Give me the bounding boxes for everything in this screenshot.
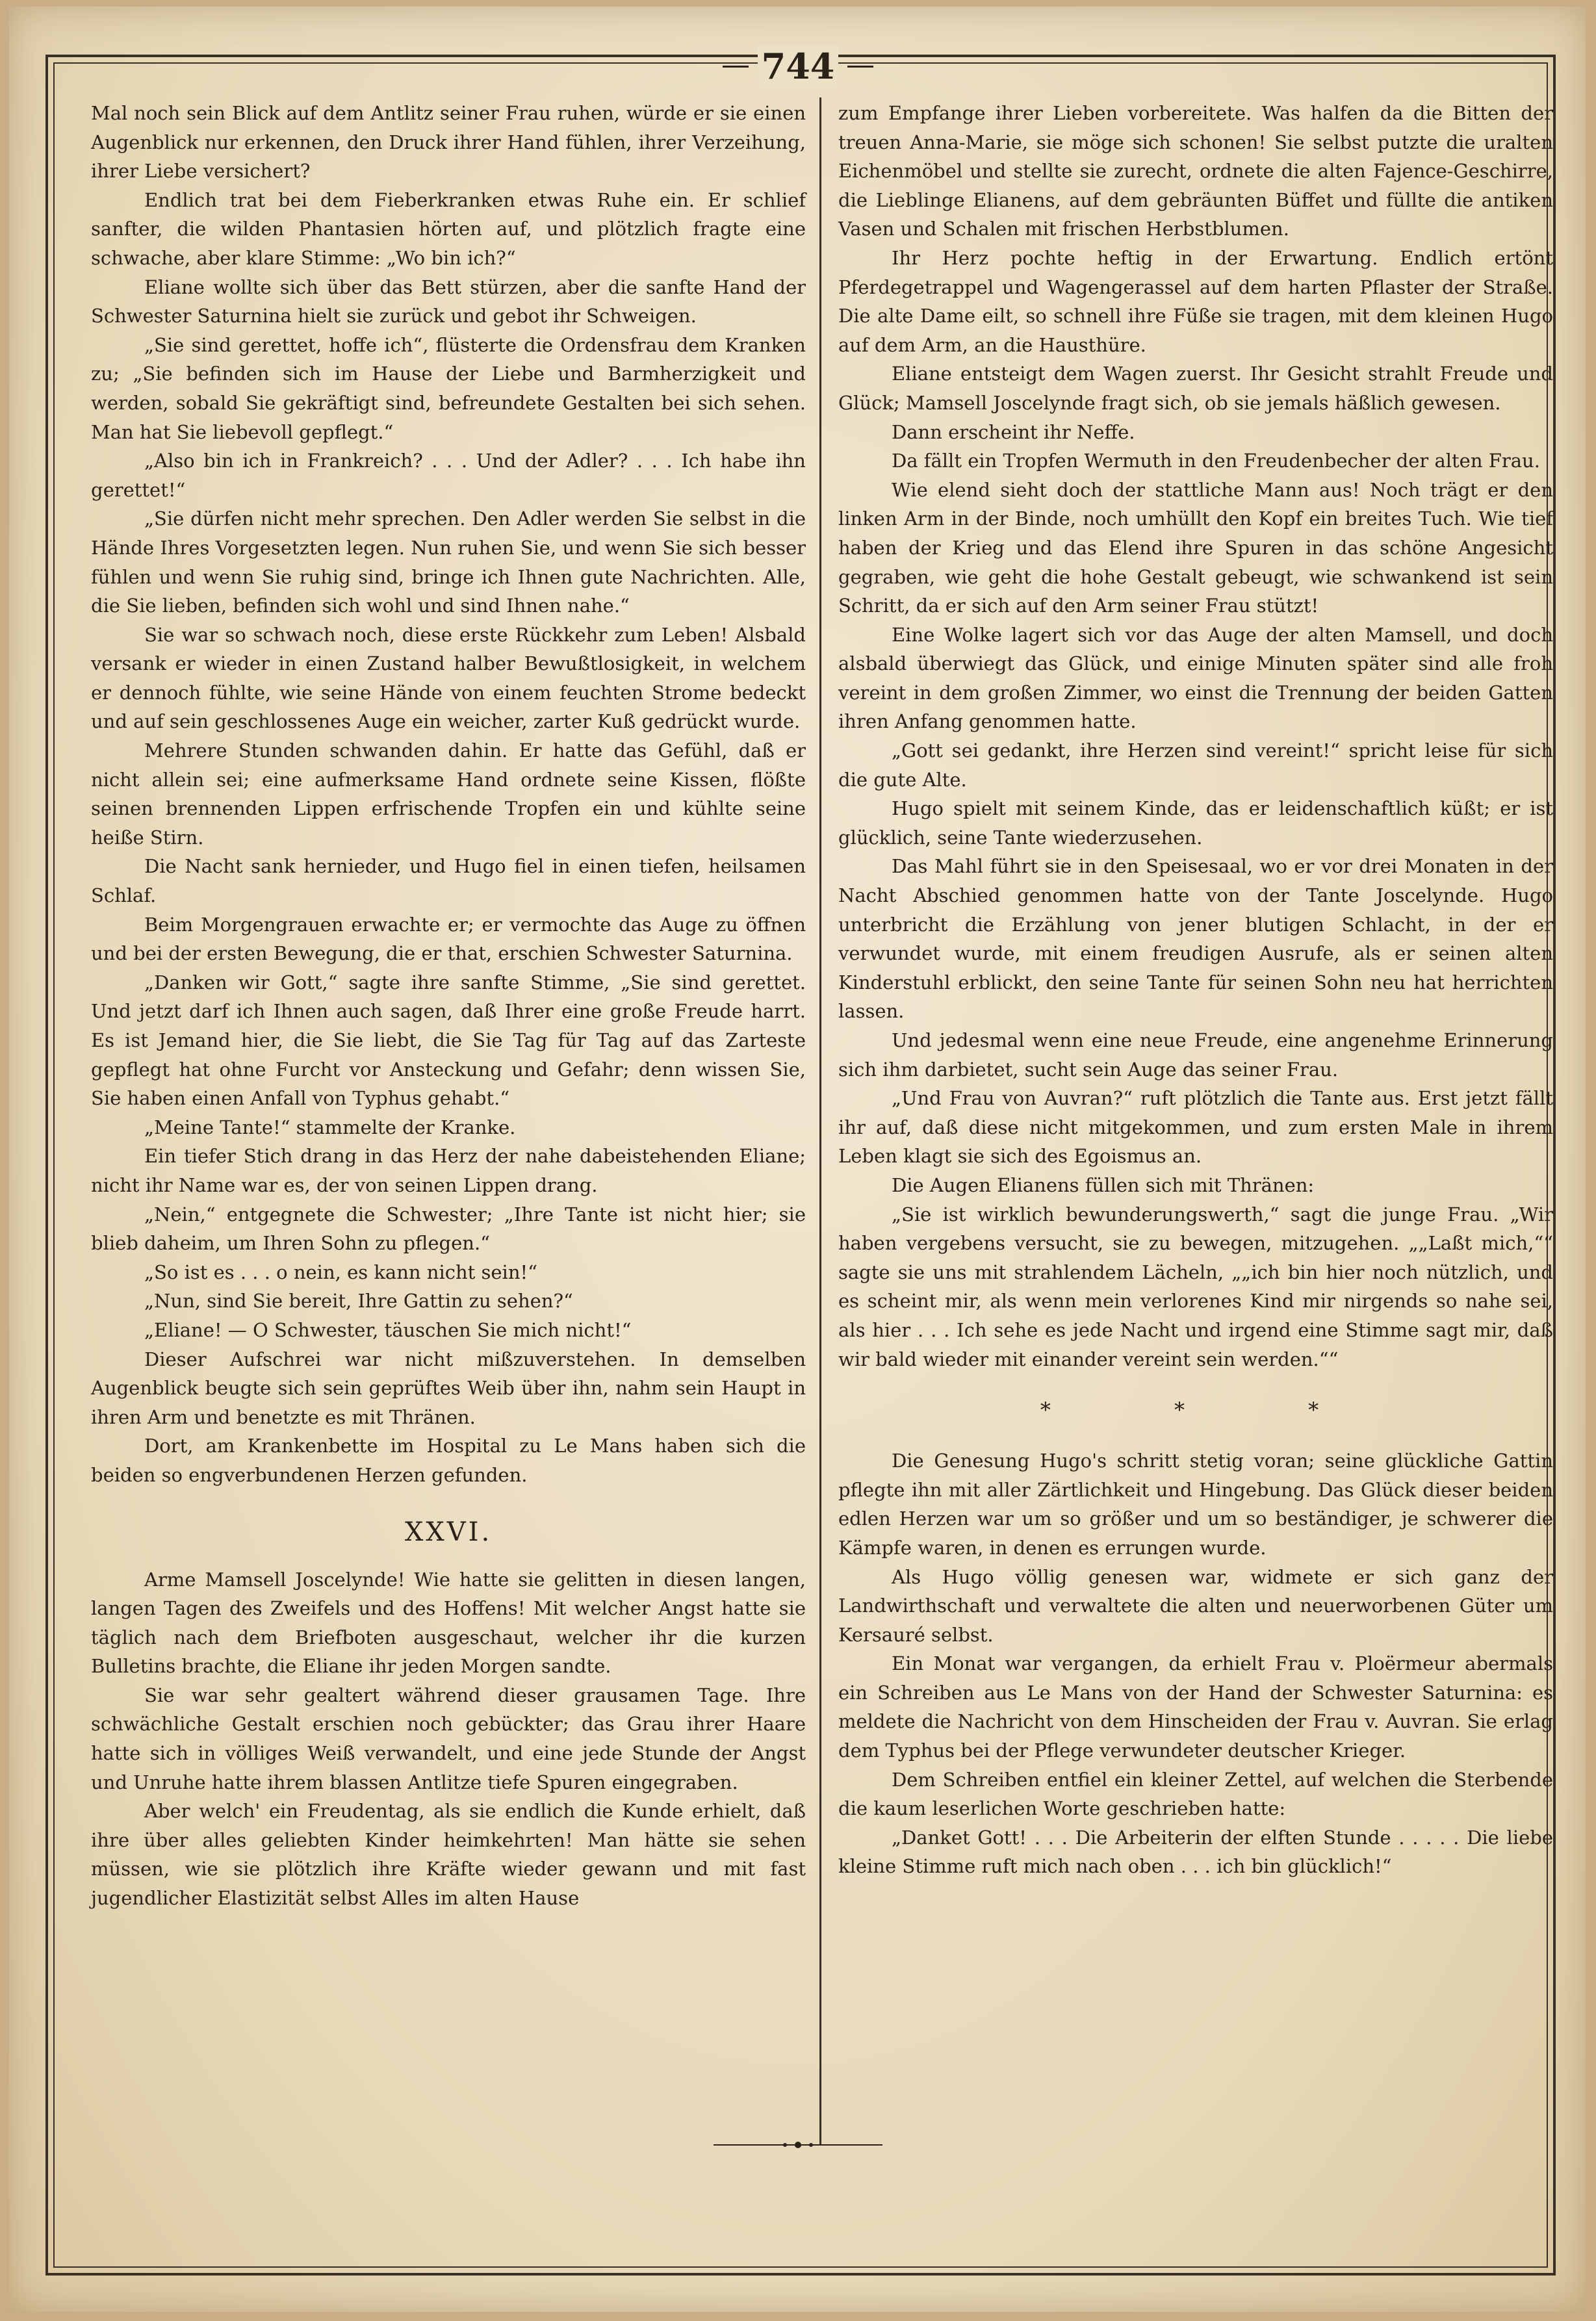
header-dash-right: [847, 66, 873, 68]
paragraph: „Sie ist wirklich bewunderungswerth,“ sagt die junge Frau. „Wir haben vergebens versucht, sie zu bewegen, mitzugehen. „„Laßt mich,““ sagte sie uns mit strahlendem Lächeln, „„ich bin hier noch nützlich, und es scheint mir, als wenn mein verlorenes Kind mir nirgends so nahe sei, als hier . . . Ich sehe es jede Nacht und irgend eine Stimme sagt mir, daß wir bald wieder mit einander vereint sein werden.““: [838, 1203, 1553, 1370]
paragraph: Mal noch sein Blick auf dem Antlitz seiner Frau ruhen, würde er sie einen Augenblick nur erkennen, den Druck ihrer Hand fühlen, ihrer Verzeihung, ihrer Liebe versichert?: [91, 102, 806, 183]
paragraph: Dort, am Krankenbette im Hospital zu Le Mans haben sich die beiden so engverbundenen Herzen gefunden.: [91, 1435, 806, 1486]
chapter-heading: XXVI.: [404, 1517, 493, 1547]
paragraph: Da fällt ein Tropfen Wermuth in den Freudenbecher der alten Frau.: [892, 450, 1540, 472]
section-separator: * * *: [1040, 1398, 1378, 1423]
page-header: [0, 47, 1596, 86]
paragraph: Ein Monat war vergangen, da erhielt Frau v. Ploërmeur abermals ein Schreiben aus Le Mans von der Hand der Schwester Saturnina: es meldete die Nachricht von dem Hinscheiden der Frau v. Auvran. Sie erlag dem Typhus bei der Pflege verwundeter deutscher Krieger.: [838, 1652, 1553, 1762]
paragraph: Als Hugo völlig genesen war, widmete er sich ganz der Landwirthschaft und verwaltete die alten und neuerworbenen Güter um Kersauré selbst.: [838, 1565, 1553, 1646]
page-number: 744: [758, 45, 839, 87]
paragraph: „Sie sind gerettet, hoffe ich“, flüsterte die Ordensfrau dem Kranken zu; „Sie befinden sich im Hause der Liebe und Barmherzigkeit und werden, sobald Sie gekräftigt sind, befreundete Gestalten bei sich sehen. Man hat Sie liebevoll gepflegt.“: [91, 333, 806, 443]
paragraph: zum Empfange ihrer Lieben vorbereitete. Was halfen da die Bitten der treuen Anna-Marie, sie möge sich schonen! Sie selbst putzte die uralten Eichenmöbel und stellte sie zurecht, ordnete die alten Fajence-Geschirre, die Lieblinge Elianens, auf dem gebräunten Büffet und füllte die antiken Vasen und Schalen mit frischen Herbstblumen.: [838, 102, 1553, 240]
paragraph: Eliane wollte sich über das Bett stürzen, aber die sanfte Hand der Schwester Saturnina hielt sie zurück und gebot ihr Schweigen.: [91, 276, 806, 327]
paragraph: Eliane entsteigt dem Wagen zuerst. Ihr Gesicht strahlt Freude und Glück; Mamsell Joscelynde fragt sich, ob sie jemals häßlich gewesen.: [838, 363, 1553, 414]
paragraph: Beim Morgengrauen erwachte er; er vermochte das Auge zu öffnen und bei der ersten Bewegung, die er that, erschien Schwester Saturnina.: [91, 913, 806, 965]
paragraph: Aber welch' ein Freudentag, als sie endlich die Kunde erhielt, daß ihre über alles geliebten Kinder heimkehrten! Man hätte sie sehen müssen, wie sie plötzlich ihre Kräfte wieder gewann und mit fast jugendlicher Elastizität selbst Alles im alten Hause: [91, 1800, 806, 1910]
paragraph: Das Mahl führt sie in den Speisesaal, wo er vor drei Monaten in der Nacht Abschied genommen hatte von der Tante Joscelynde. Hugo unterbricht die Erzählung von jener blutigen Schlacht, in der er verwundet wurde, mit einem freudigen Ausrufe, als er seinen alten Kinderstuhl erblickt, den seine Tante für seinen Sohn neu hat herrichten lassen.: [838, 855, 1553, 1023]
paragraph: Arme Mamsell Joscelynde! Wie hatte sie gelitten in diesen langen, langen Tagen des Zweifels und des Hoffens! Mit welcher Angst hatte sie täglich nach dem Briefboten ausgeschaut, welcher ihr die kurzen Bulletins brachte, die Eliane ihr jeden Morgen sandte.: [91, 1568, 806, 1678]
ornament-line-icon: [714, 2138, 882, 2151]
right-column: [838, 99, 1553, 1881]
paragraph: Wie elend sieht doch der stattliche Mann aus! Noch trägt er den linken Arm in der Binde, noch umhüllt den Kopf ein breites Tuch. Wie tief haben der Krieg und das Elend ihre Spuren in das schöne Angesicht gegraben, wie geht die hohe Gestalt gebeugt, wie schwankend ist sein Schritt, da er sich auf den Arm seiner Frau stützt!: [838, 478, 1553, 617]
column-divider: [819, 97, 821, 2144]
paragraph: Eine Wolke lagert sich vor das Auge der alten Mamsell, und doch alsbald überwiegt das Glück, und einige Minuten später sind alle froh vereint in dem großen Zimmer, wo einst die Trennung der beiden Gatten ihren Anfang genommen hatte.: [838, 623, 1553, 733]
paragraph: Und jedesmal wenn eine neue Freude, eine angenehme Erinnerung sich ihm darbietet, sucht sein Auge das seiner Frau.: [838, 1029, 1553, 1081]
paragraph: „Und Frau von Auvran?“ ruft plötzlich die Tante aus. Erst jetzt fällt ihr auf, daß diese nicht mitgekommen, und zum ersten Male in ihrem Leben klagt sie sich des Egoismus an.: [838, 1087, 1553, 1168]
paragraph: Sie war sehr gealtert während dieser grausamen Tage. Ihre schwächliche Gestalt erschien noch gebückter; das Grau ihrer Haare hatte sich in völliges Weiß verwandelt, und eine jede Stunde der Angst und Unruhe hatte ihrem blassen Antlitze tiefe Spuren eingegraben.: [91, 1684, 806, 1793]
paragraph: „Sie dürfen nicht mehr sprechen. Den Adler werden Sie selbst in die Hände Ihres Vorgesetzten legen. Nun ruhen Sie, und wenn Sie sich besser fühlen und wenn Sie ruhig sind, bringe ich Ihnen gute Nachrichten. Alle, die Sie lieben, befinden sich wohl und sind Ihnen nahe.“: [91, 507, 806, 617]
paragraph: Dann erscheint ihr Neffe.: [892, 420, 1135, 443]
header-dash-left: [723, 66, 749, 68]
paragraph: Dieser Aufschrei war nicht mißzuverstehen. In demselben Augenblick beugte sich sein geprüftes Weib über ihn, nahm sein Haupt in ihren Arm und benetzte es mit Thränen.: [91, 1348, 806, 1428]
paragraph: Die Genesung Hugo's schritt stetig voran; seine glückliche Gattin pflegte ihn mit aller Zärtlichkeit und Hingebung. Das Glück dieser beiden edlen Herzen war um so größer und um so beständiger, je schwerer die Kämpfe waren, in denen es errungen wurde.: [838, 1450, 1553, 1559]
paragraph: „Also bin ich in Frankreich? . . . Und der Adler? . . . Ich habe ihn gerettet!“: [91, 450, 806, 501]
paragraph: „Gott sei gedankt, ihre Herzen sind vereint!“ spricht leise für sich die gute Alte.: [838, 739, 1553, 791]
left-column: [91, 99, 806, 1913]
paragraph: „Danken wir Gott,“ sagte ihre sanfte Stimme, „Sie sind gerettet. Und jetzt darf ich Ihnen auch sagen, daß Ihrer eine große Freude harrt. Es ist Jemand hier, die Sie liebt, die Sie Tag für Tag auf das Zarteste gepflegt hat ohne Furcht vor Ansteckung und Gefahr; denn wissen Sie, Sie haben einen Anfall von Typhus gehabt.“: [91, 971, 806, 1110]
paragraph: Endlich trat bei dem Fieberkranken etwas Ruhe ein. Er schlief sanfter, die wilden Phantasien hörten auf, und plötzlich fragte eine schwache, aber klare Stimme: „Wo bin ich?“: [91, 188, 806, 269]
paragraph: „Nein,“ entgegnete die Schwester; „Ihre Tante ist nicht hier; sie blieb daheim, um Ihren Sohn zu pflegen.“: [91, 1203, 806, 1255]
paragraph: Ein tiefer Stich drang in das Herz der nahe dabeistehenden Eliane; nicht ihr Name war es, der von seinen Lippen drang.: [91, 1145, 806, 1196]
paragraph: „So ist es . . . o nein, es kann nicht sein!“: [144, 1261, 537, 1283]
paragraph: Dem Schreiben entfiel ein kleiner Zettel, auf welchen die Sterbende die kaum leserlichen Worte geschrieben hatte:: [838, 1768, 1553, 1820]
paragraph: „Danket Gott! . . . Die Arbeiterin der elften Stunde . . . . . Die liebe kleine Stimme ruft mich nach oben . . . ich bin glücklich!“: [838, 1826, 1553, 1878]
paragraph: Hugo spielt mit seinem Kinde, das er leidenschaftlich küßt; er ist glücklich, seine Tante wiederzusehen.: [838, 797, 1553, 849]
paragraph: Ihr Herz pochte heftig in der Erwartung. Endlich ertönt Pferdegetrappel und Wagengerassel auf dem harten Pflaster der Straße. Die alte Dame eilt, so schnell ihre Füße sie tragen, mit dem kleinen Hugo auf dem Arm, an die Hausthüre.: [838, 246, 1553, 356]
paragraph: Die Nacht sank hernieder, und Hugo fiel in einen tiefen, heilsamen Schlaf.: [91, 855, 806, 907]
paragraph: Die Augen Elianens füllen sich mit Thränen:: [892, 1173, 1315, 1196]
paragraph: „Meine Tante!“ stammelte der Kranke.: [144, 1116, 516, 1138]
end-ornament: [0, 2135, 1596, 2155]
paragraph: „Eliane! — O Schwester, täuschen Sie mich nicht!“: [144, 1318, 632, 1341]
paragraph: Mehrere Stunden schwanden dahin. Er hatte das Gefühl, daß er nicht allein sei; eine aufmerksame Hand ordnete seine Kissen, flößte seinen brennenden Lippen erfrischende Tropfen ein und kühlte seine heiße Stirn.: [91, 739, 806, 849]
paragraph: „Nun, sind Sie bereit, Ihre Gattin zu sehen?“: [144, 1290, 573, 1313]
paragraph: Sie war so schwach noch, diese erste Rückkehr zum Leben! Alsbald versank er wieder in einen Zustand halber Bewußtlosigkeit, in welchem er dennoch fühlte, wie seine Hände von einem feuchten Strome bedeckt und auf sein geschlossenes Auge ein weicher, zarter Kuß gedrückt wurde.: [91, 623, 806, 733]
